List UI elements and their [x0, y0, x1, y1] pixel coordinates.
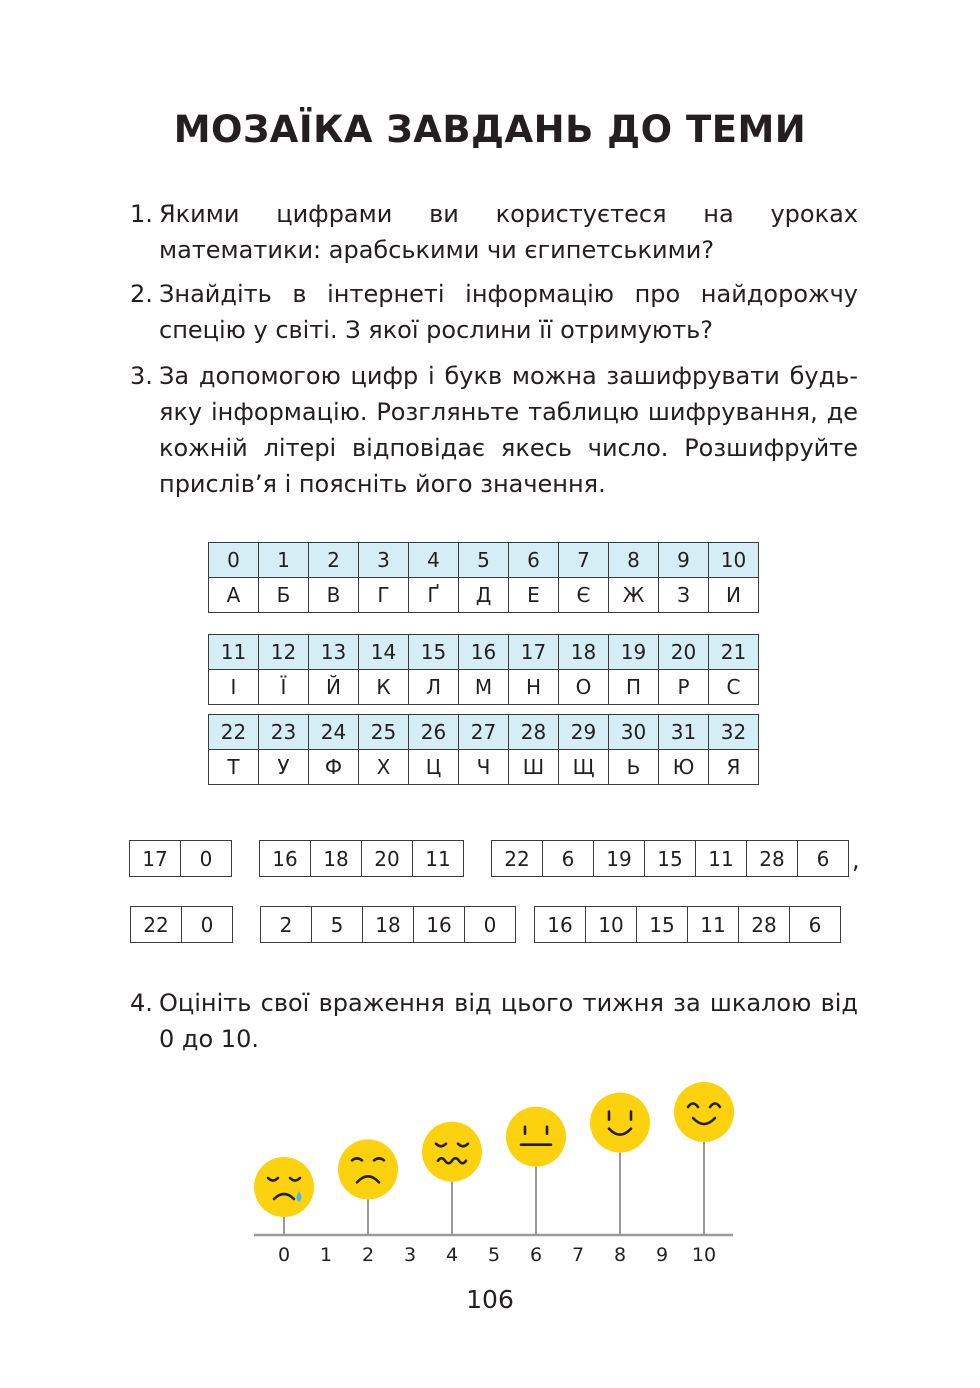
task-number: 3. [130, 362, 153, 390]
cipher-number-cell: 12 [259, 635, 309, 670]
task-text: За допомогою цифр і букв можна зашифрувати будь-яку інформацію. Розгляньте таблицю шифрування, де кожній літері відповідає якесь число. Розшифруйте прислів’я і поясніть його значення. [159, 362, 858, 498]
cipher-letter-cell: Ж [609, 578, 659, 613]
cipher-letter-cell: П [609, 670, 659, 705]
encoded-number-cell: 15 [645, 841, 696, 877]
face-circle [422, 1122, 482, 1182]
encoded-number-cell: 11 [413, 841, 464, 877]
cipher-number-cell: 10 [709, 543, 759, 578]
cipher-number-cell: 16 [459, 635, 509, 670]
cipher-number-row [209, 715, 759, 750]
scale-tick-label: 7 [571, 1244, 585, 1266]
cipher-number-cell: 2 [309, 543, 359, 578]
cipher-number-row [209, 543, 759, 578]
scale-tick-label: 5 [487, 1244, 501, 1266]
cipher-table-block-2 [208, 634, 759, 705]
encoded-number-cell: 6 [798, 841, 849, 877]
cipher-letter-cell: Б [259, 578, 309, 613]
encoded-number-cell: 19 [594, 841, 645, 877]
encoded-word [491, 840, 849, 877]
cipher-number-cell: 31 [659, 715, 709, 750]
scale-tick-label: 4 [445, 1244, 459, 1266]
encoded-number-cell: 22 [492, 841, 543, 877]
scale-tick-label: 2 [361, 1244, 375, 1266]
scale-tick-label: 1 [319, 1244, 333, 1266]
scale-tick-label: 0 [277, 1244, 291, 1266]
cipher-number-cell: 32 [709, 715, 759, 750]
cipher-number-cell: 27 [459, 715, 509, 750]
encoded-comma: , [852, 846, 860, 874]
cipher-number-cell: 30 [609, 715, 659, 750]
encoded-number-cell: 2 [261, 907, 312, 943]
encoded-word [260, 906, 516, 943]
encoded-number-cell: 6 [543, 841, 594, 877]
cipher-letter-cell: Ь [609, 750, 659, 785]
cipher-letter-row [209, 750, 759, 785]
encoded-number-cell: 6 [790, 907, 841, 943]
encoded-number-cell: 20 [362, 841, 413, 877]
cipher-number-cell: 7 [559, 543, 609, 578]
cipher-letter-cell: Г [359, 578, 409, 613]
cipher-number-cell: 26 [409, 715, 459, 750]
task-text: Якими цифрами ви користуєтеся на уроках математики: арабськими чи єгипетськими? [159, 200, 858, 264]
cipher-letter-cell: Л [409, 670, 459, 705]
encoded-number-cell: 0 [181, 841, 232, 877]
cipher-number-cell: 11 [209, 635, 259, 670]
cipher-letter-cell: Р [659, 670, 709, 705]
cipher-letter-cell: Ї [259, 670, 309, 705]
cipher-letter-cell: В [309, 578, 359, 613]
cipher-number-cell: 1 [259, 543, 309, 578]
cipher-number-cell: 29 [559, 715, 609, 750]
encoded-number-cell: 0 [182, 907, 233, 943]
cipher-letter-cell: Ф [309, 750, 359, 785]
task-number: 2. [130, 280, 153, 308]
cipher-number-cell: 23 [259, 715, 309, 750]
cipher-letter-cell: Я [709, 750, 759, 785]
cipher-number-cell: 20 [659, 635, 709, 670]
encoded-word [130, 906, 233, 943]
face-circle [590, 1093, 650, 1153]
encoded-number-cell: 15 [637, 907, 688, 943]
face-circle [674, 1082, 734, 1142]
cipher-number-cell: 4 [409, 543, 459, 578]
encoded-number-cell: 10 [586, 907, 637, 943]
cipher-letter-cell: Є [559, 578, 609, 613]
cipher-letter-cell: Ц [409, 750, 459, 785]
neutral-face-icon [506, 1107, 566, 1235]
cipher-number-cell: 19 [609, 635, 659, 670]
cipher-number-cell: 6 [509, 543, 559, 578]
task-3 [130, 358, 858, 502]
encoded-number-cell: 28 [747, 841, 798, 877]
cipher-letter-cell: Х [359, 750, 409, 785]
cipher-letter-cell: Д [459, 578, 509, 613]
encoded-number-cell: 5 [312, 907, 363, 943]
cipher-letter-cell: С [709, 670, 759, 705]
cipher-number-cell: 17 [509, 635, 559, 670]
cipher-number-cell: 0 [209, 543, 259, 578]
sad-face-icon [338, 1139, 398, 1235]
cipher-letter-row [209, 578, 759, 613]
cipher-letter-cell: А [209, 578, 259, 613]
cipher-letter-cell: Й [309, 670, 359, 705]
cipher-letter-row [209, 670, 759, 705]
cipher-letter-cell: О [559, 670, 609, 705]
cipher-letter-cell: М [459, 670, 509, 705]
cipher-number-row [209, 635, 759, 670]
mood-scale [0, 1070, 980, 1275]
cipher-letter-cell: Е [509, 578, 559, 613]
cipher-table-block-1 [208, 542, 759, 613]
face-circle [254, 1157, 314, 1217]
task-text: Оцініть свої враження від цього тижня за шкалою від 0 до 10. [159, 989, 858, 1053]
cipher-letter-cell: Ґ [409, 578, 459, 613]
encoded-number-cell: 22 [131, 907, 182, 943]
face-circle [338, 1139, 398, 1199]
cipher-letter-cell: Щ [559, 750, 609, 785]
scale-tick-label: 8 [613, 1244, 627, 1266]
encoded-word [129, 840, 232, 877]
cipher-letter-cell: І [209, 670, 259, 705]
scale-tick-label: 3 [403, 1244, 417, 1266]
encoded-number-cell: 0 [465, 907, 516, 943]
cipher-number-cell: 28 [509, 715, 559, 750]
encoded-number-cell: 17 [130, 841, 181, 877]
encoded-number-cell: 16 [260, 841, 311, 877]
cipher-letter-cell: Ч [459, 750, 509, 785]
encoded-word [259, 840, 464, 877]
task-number: 4. [130, 989, 153, 1017]
task-4 [130, 985, 858, 1057]
smiling-face-icon [590, 1093, 650, 1235]
cipher-letter-cell: К [359, 670, 409, 705]
task-number: 1. [130, 200, 153, 228]
cipher-number-cell: 3 [359, 543, 409, 578]
cipher-number-cell: 15 [409, 635, 459, 670]
cipher-number-cell: 22 [209, 715, 259, 750]
cipher-number-cell: 21 [709, 635, 759, 670]
encoded-number-cell: 18 [311, 841, 362, 877]
cipher-number-cell: 25 [359, 715, 409, 750]
cipher-letter-cell: Ю [659, 750, 709, 785]
cipher-number-cell: 14 [359, 635, 409, 670]
cipher-table-block-3 [208, 714, 759, 785]
cipher-number-cell: 13 [309, 635, 359, 670]
encoded-number-cell: 16 [535, 907, 586, 943]
cipher-number-cell: 5 [459, 543, 509, 578]
encoded-number-cell: 18 [363, 907, 414, 943]
task-1 [130, 196, 858, 268]
cipher-number-cell: 24 [309, 715, 359, 750]
scale-tick-label: 9 [655, 1244, 669, 1266]
cipher-number-cell: 18 [559, 635, 609, 670]
encoded-number-cell: 28 [739, 907, 790, 943]
scale-tick-label: 10 [691, 1244, 717, 1266]
face-circle [506, 1107, 566, 1167]
encoded-number-cell: 11 [696, 841, 747, 877]
wavy-mouth-face-icon [422, 1122, 482, 1235]
encoded-word [534, 906, 841, 943]
cipher-letter-cell: Ш [509, 750, 559, 785]
scale-tick-label: 6 [529, 1244, 543, 1266]
encoded-number-cell: 11 [688, 907, 739, 943]
cipher-number-cell: 9 [659, 543, 709, 578]
cipher-letter-cell: Т [209, 750, 259, 785]
task-2 [130, 276, 858, 348]
page-title: МОЗАЇКА ЗАВДАНЬ ДО ТЕМИ [173, 108, 807, 151]
cipher-letter-cell: И [709, 578, 759, 613]
cipher-number-cell: 8 [609, 543, 659, 578]
encoded-number-cell: 16 [414, 907, 465, 943]
task-text: Знайдіть в інтернеті інформацію про найдорожчу спецію у світі. З якої рослини її отримують? [159, 280, 858, 344]
cipher-letter-cell: У [259, 750, 309, 785]
crying-face-icon [254, 1157, 314, 1235]
page-number: 106 [466, 1285, 514, 1314]
happy-face-icon [674, 1082, 734, 1235]
cipher-letter-cell: Н [509, 670, 559, 705]
cipher-letter-cell: З [659, 578, 709, 613]
